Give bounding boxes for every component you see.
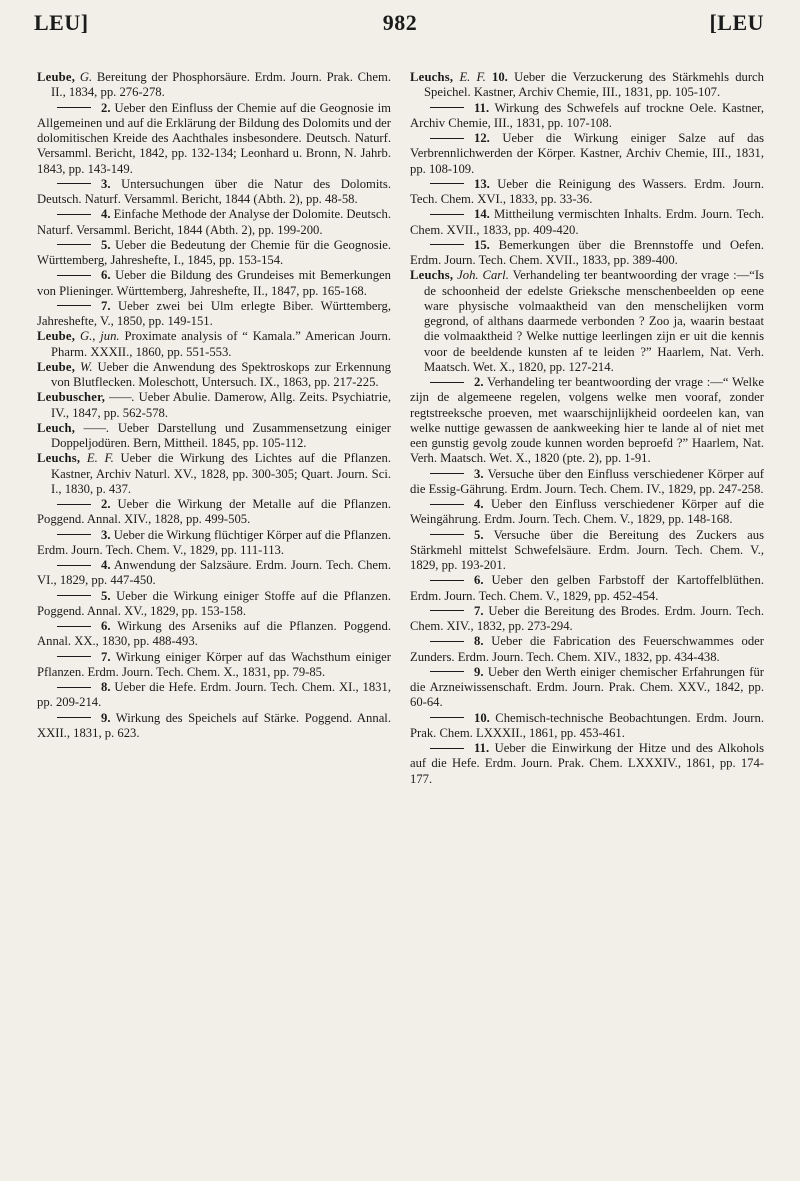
ditto-dash: [430, 382, 464, 383]
author-entry: [410, 70, 764, 101]
entry-text: Ueber den Einfluss der Chemie auf die Geognosie im Allgemeinen und auf die Erklärung der Bildung des Dolomits und der dolomitischen Kreide des Aachthales insbesondere. Deutsch. Naturf. Versamml. Bericht, 1842, pp. 132-134; Leonhard u. Bronn, N. Jahrb. 1843, pp. 143-149.: [37, 100, 391, 176]
entry-number: 4.: [101, 207, 111, 222]
entry-number: 3.: [101, 176, 111, 191]
ditto-dash: [430, 214, 464, 215]
author-entry: [37, 451, 391, 497]
entry-number: 5.: [474, 527, 484, 542]
author-name: Leube,: [37, 70, 76, 84]
entry-text: Wirkung des Schwefels auf trockne Oele. Kastner, Archiv Chemie, III., 1831, pp. 107-108.: [410, 100, 764, 130]
author-forename: G., jun.: [79, 329, 120, 344]
entry-text: Verhandeling ter beantwoording der vrage :—“ Welke zijn de algemeene regelen, volgens welke men vooraf, zonder regtstreeksche proeven, met waarschijnlijkheid oordeelen kan, van welke nuttige gewassen de aankweeking hier te lande al of niet met een gunstig gevolg zoude kunnen worden beproefd ?” Haarlem, Nat. Verh. Maatsch. Wet. X., 1820 (pte. 2), pp. 1-91.: [410, 375, 764, 466]
author-entry: [37, 329, 391, 360]
author-forename: E. F.: [459, 70, 486, 84]
entry-text: Einfache Methode der Analyse der Dolomite. Deutsch. Naturf. Versamml. Bericht, 1844 (Abth. 2), pp. 199-200.: [37, 207, 391, 237]
ditto-dash: [430, 107, 464, 108]
entry-text: Ueber den Einfluss verschiedener Körper auf die Weingährung. Erdm. Journ. Tech. Chem. V., 1829, pp. 148-168.: [410, 497, 764, 527]
entry-number: 2.: [474, 375, 484, 389]
sub-entry: [37, 207, 391, 238]
right-column: [410, 70, 764, 787]
entry-number: 4.: [474, 497, 484, 511]
entry-text: Ueber die Anwendung des Spektroskops zur Erkennung von Blutflecken. Moleschott, Untersuch. IX., 1863, pp. 217-225.: [51, 359, 391, 389]
ditto-dash: [57, 565, 91, 566]
author-forename: W.: [80, 359, 93, 374]
author-name: Leuchs,: [410, 70, 454, 84]
sub-entry: [37, 268, 391, 299]
ditto-dash: [430, 534, 464, 535]
sub-entry: [37, 497, 391, 528]
entry-text: Versuche über die Bereitung des Zuckers aus Stärkmehl mittelst Schwefelsäure. Erdm. Journ. Tech. Chem. V., 1829, pp. 193-201.: [410, 527, 764, 572]
entry-number: 9.: [101, 710, 111, 725]
entry-number: 8.: [101, 680, 111, 694]
ditto-dash: [57, 534, 91, 535]
entry-number: 14.: [474, 207, 490, 222]
sub-entry: [410, 101, 764, 132]
author-entry: [37, 390, 391, 421]
entry-number: 10.: [492, 70, 508, 84]
entry-number: 5.: [101, 237, 111, 252]
entry-text: Untersuchungen über die Natur des Dolomits. Deutsch. Naturf. Versamml. Bericht, 1844 (Abth. 2), pp. 48-58.: [37, 176, 391, 206]
ditto-dash: [57, 214, 91, 215]
sub-entry: [37, 680, 391, 711]
author-forename: ——.: [109, 390, 135, 405]
sub-entry: [410, 375, 764, 467]
sub-entry: [410, 665, 764, 711]
entry-number: 5.: [101, 588, 111, 603]
ditto-dash: [430, 641, 464, 642]
author-forename: G.: [79, 70, 93, 84]
entry-number: 3.: [474, 466, 484, 481]
sub-entry: [37, 558, 391, 589]
entry-number: 6.: [101, 619, 111, 633]
author-forename: E. F.: [86, 451, 114, 466]
entry-number: 2.: [101, 497, 111, 511]
entry-number: 7.: [101, 649, 111, 664]
author-entry: [410, 268, 764, 375]
entry-text: Ueber die Wirkung flüchtiger Körper auf die Pflanzen. Erdm. Journ. Tech. Chem. V., 1829, pp. 111-113.: [37, 527, 391, 557]
entry-number: 10.: [474, 710, 490, 725]
sub-entry: [410, 573, 764, 604]
author-entry: [37, 70, 391, 101]
ditto-dash: [57, 244, 91, 245]
entry-text: Ueber den gelben Farbstoff der Kartoffelblüthen. Erdm. Journ. Tech. Chem. V., 1829, pp. 452-454.: [410, 573, 764, 603]
ditto-dash: [430, 610, 464, 611]
ditto-dash: [430, 473, 464, 474]
sub-entry: [410, 467, 764, 498]
ditto-dash: [430, 717, 464, 718]
sub-entry: [410, 497, 764, 528]
entry-number: 8.: [474, 634, 484, 649]
sub-entry: [37, 619, 391, 650]
sub-entry: [410, 177, 764, 208]
entry-text: Ueber die Bedeutung der Chemie für die Geognosie. Württemberg, Jahreshefte, I., 1845, pp. 153-154.: [37, 237, 391, 267]
entry-text: Anwendung der Salzsäure. Erdm. Journ. Tech. Chem. VI., 1829, pp. 447-450.: [37, 558, 391, 588]
ditto-dash: [430, 244, 464, 245]
page-number: 982: [382, 10, 418, 35]
entry-number: 11.: [474, 100, 490, 115]
entry-text: Bemerkungen über die Brennstoffe und Oefen. Erdm. Journ. Tech. Chem. XVII., 1833, pp. 389-400.: [410, 237, 764, 267]
ditto-dash: [430, 671, 464, 672]
ditto-dash: [57, 595, 91, 596]
entry-text: Mittheilung vermischten Inhalts. Erdm. Journ. Tech. Chem. XVII., 1833, pp. 409-420.: [410, 207, 764, 237]
entry-text: Chemisch-technische Beobachtungen. Erdm. Journ. Prak. Chem. LXXXII., 1861, pp. 453-461.: [410, 710, 764, 740]
entry-number: 13.: [474, 176, 490, 191]
ditto-dash: [57, 656, 91, 657]
entry-text: Verhandeling ter beantwoording der vrage :—“Is de schoonheid der edelste Grieksche menschenbeelden op eene ware physische volmaaktheid van den menschelijken vorm gegrond, of althans daarmede verbonden ? Zoo ja, waarin bestaat die volmaaktheid ? Welke nuttige leerlingen zijn er uit die kennis voor de beeldende kunsten af te leiden ?” Haarlem, Nat. Verh. Maatsch. Wet. X., 1820, pp. 127-214.: [424, 268, 764, 374]
entry-number: 4.: [101, 558, 111, 572]
sub-entry: [37, 238, 391, 269]
entry-text: Versuche über den Einfluss verschiedener Körper auf die Essig-Gährung. Erdm. Journ. Tech. Chem. IV., 1829, pp. 247-258.: [410, 466, 764, 496]
entry-number: 6.: [474, 573, 484, 588]
author-forename: Joh. Carl.: [457, 268, 509, 283]
entry-text: Ueber den Werth einiger chemischer Erfahrungen für die Arzneiwissenschaft. Erdm. Journ. Prak. Chem. XXV., 1842, pp. 60-64.: [410, 664, 764, 710]
ditto-dash: [57, 504, 91, 505]
author-name: Leube,: [37, 329, 76, 344]
author-entry: [37, 360, 391, 391]
sub-entry: [410, 634, 764, 665]
entry-text: Wirkung einiger Körper auf das Wachsthum einiger Pflanzen. Erdm. Journ. Tech. Chem. X., 1831, pp. 79-85.: [37, 649, 391, 679]
ditto-dash: [430, 183, 464, 184]
author-name: Leuchs,: [410, 268, 454, 283]
ditto-dash: [57, 717, 91, 718]
ditto-dash: [57, 305, 91, 306]
entry-text: Ueber die Bildung des Grundeises mit Bemerkungen von Plieninger. Württemberg, Jahreshefte, II., 1847, pp. 165-168.: [37, 268, 391, 298]
entry-text: Ueber die Verzuckerung des Stärkmehls durch Speichel. Kastner, Archiv Chemie, III., 1831, pp. 105-107.: [424, 70, 764, 100]
ditto-dash: [57, 183, 91, 184]
entry-text: Ueber die Wirkung des Lichtes auf die Pflanzen. Kastner, Archiv Naturl. XV., 1828, pp. 300-305; Quart. Journ. Sci. I., 1830, p. 437.: [51, 451, 391, 496]
entry-number: 9.: [474, 664, 484, 679]
sub-entry: [37, 711, 391, 742]
sub-entry: [37, 177, 391, 208]
ditto-dash: [430, 138, 464, 139]
entry-text: Ueber die Einwirkung der Hitze und des Alkohols auf die Hefe. Erdm. Journ. Prak. Chem. LXXXIV., 1861, pp. 174-177.: [410, 741, 765, 786]
entry-number: 11.: [474, 741, 490, 755]
entry-text: Ueber Abulie. Damerow, Allg. Zeits. Psychiatrie, IV., 1847, pp. 562-578.: [51, 390, 391, 420]
ditto-dash: [57, 107, 91, 108]
entry-text: Ueber zwei bei Ulm erlegte Biber. Württemberg, Jahreshefte, V., 1850, pp. 149-151.: [37, 298, 391, 328]
entry-text: Ueber die Wirkung einiger Stoffe auf die Pflanzen. Poggend. Annal. XV., 1829, pp. 153-158.: [37, 588, 391, 618]
entry-text: Ueber die Wirkung einiger Salze auf das Verbrennlichwerden der Körper. Kastner, Archiv Chemie, III., 1831, pp. 108-109.: [410, 131, 764, 176]
author-entry: [37, 421, 391, 452]
author-forename: ——.: [83, 420, 110, 435]
sub-entry: [410, 131, 764, 177]
ditto-dash: [430, 580, 464, 581]
entry-text: Bereitung der Phosphorsäure. Erdm. Journ. Prak. Chem. II., 1834, pp. 276-278.: [51, 70, 391, 100]
entry-text: Ueber die Wirkung der Metalle auf die Pflanzen. Poggend. Annal. XIV., 1828, pp. 499-505.: [37, 497, 391, 527]
left-column: [37, 70, 391, 741]
entry-text: Proximate analysis of “ Kamala.” American Journ. Pharm. XXXII., 1860, pp. 551-553.: [51, 329, 391, 359]
ditto-dash: [57, 687, 91, 688]
sub-entry: [37, 650, 391, 681]
sub-entry: [37, 589, 391, 620]
sub-entry: [410, 207, 764, 238]
ditto-dash: [430, 748, 464, 749]
entry-number: 7.: [474, 603, 484, 618]
sub-entry: [410, 238, 764, 269]
entry-number: 6.: [101, 268, 111, 283]
ditto-dash: [57, 275, 91, 276]
entry-number: 3.: [101, 527, 111, 542]
sub-entry: [410, 528, 764, 574]
sub-entry: [37, 101, 391, 177]
ditto-dash: [57, 626, 91, 627]
entry-text: Ueber die Reinigung des Wassers. Erdm. Journ. Tech. Chem. XVI., 1833, pp. 33-36.: [410, 176, 764, 206]
sub-entry: [410, 604, 764, 635]
entry-text: Ueber die Bereitung des Brodes. Erdm. Journ. Tech. Chem. XIV., 1832, pp. 273-294.: [410, 603, 764, 633]
author-name: Leuch,: [37, 420, 76, 435]
entry-number: 12.: [474, 131, 490, 145]
sub-entry: [37, 299, 391, 330]
running-head-right: [LEU: [709, 10, 764, 35]
entry-text: Ueber die Fabrication des Feuerschwammes oder Zunders. Erdm. Journ. Tech. Chem. XIV., 1832, pp. 434-438.: [410, 634, 764, 664]
author-name: Leube,: [37, 359, 76, 374]
entry-number: 15.: [474, 237, 490, 252]
running-head-left: LEU]: [34, 10, 89, 35]
ditto-dash: [430, 504, 464, 505]
author-name: Leubuscher,: [37, 390, 106, 405]
sub-entry: [410, 741, 764, 787]
author-name: Leuchs,: [37, 451, 81, 466]
entry-text: Ueber die Hefe. Erdm. Journ. Tech. Chem. XI., 1831, pp. 209-214.: [37, 680, 391, 710]
entry-number: 7.: [101, 298, 111, 313]
entry-text: Ueber Darstellung und Zusammensetzung einiger Doppeljodüren. Bern, Mittheil. 1845, pp. 105-112.: [51, 420, 391, 450]
sub-entry: [410, 711, 764, 742]
entry-text: Wirkung des Arseniks auf die Pflanzen. Poggend. Annal. XX., 1830, pp. 488-493.: [37, 619, 391, 649]
entry-number: 2.: [101, 100, 111, 115]
sub-entry: [37, 528, 391, 559]
entry-text: Wirkung des Speichels auf Stärke. Poggend. Annal. XXII., 1831, p. 623.: [37, 710, 391, 740]
